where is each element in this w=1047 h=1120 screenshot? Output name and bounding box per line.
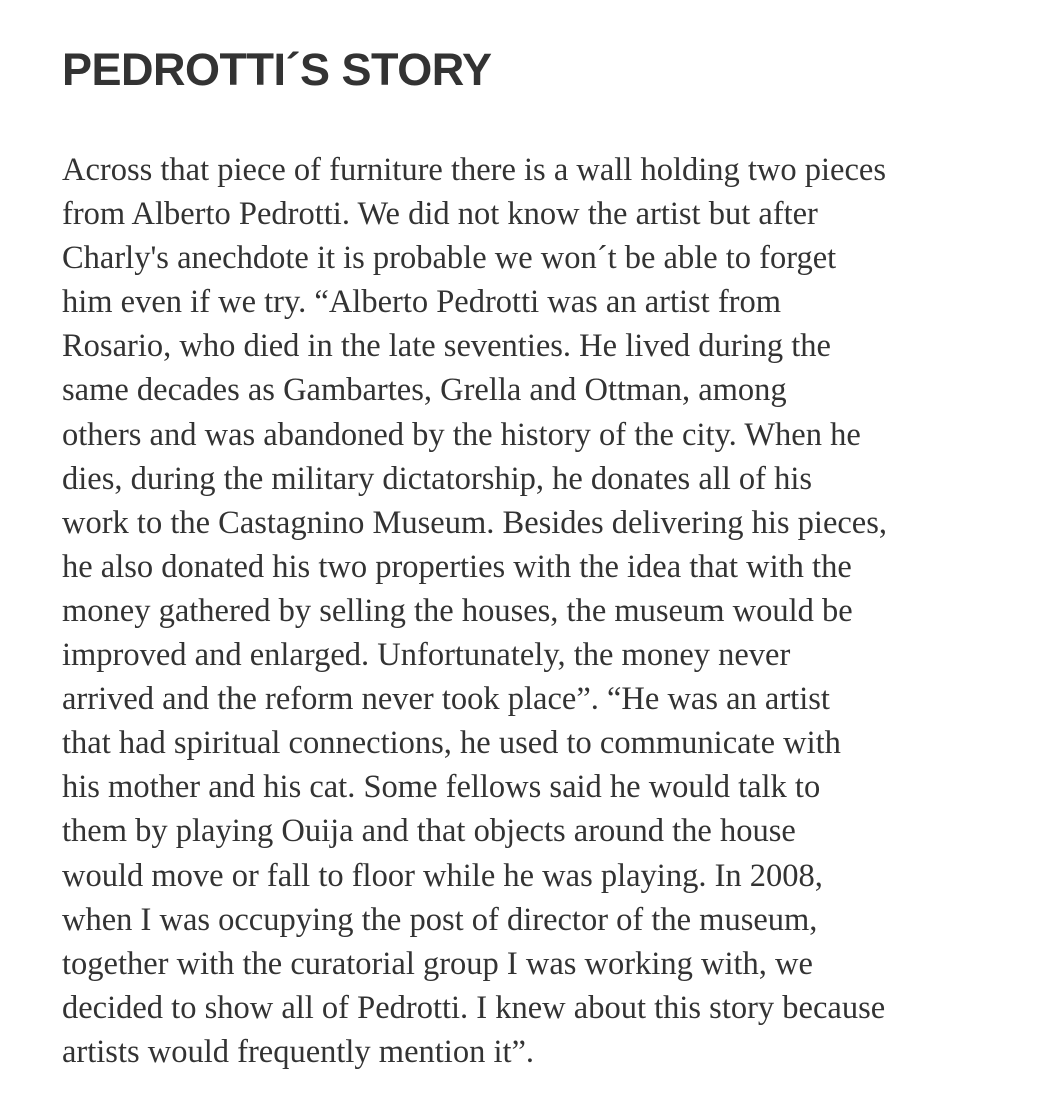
paragraph-line: him even if we try. “Alberto Pedrotti was an artist from (62, 284, 782, 321)
paragraph-line: Across that piece of furniture there is a wall holding two pieces (62, 152, 886, 188)
paragraph-line: same decades as Gambartes, Grella and Ottman, among (62, 372, 787, 409)
paragraph-line: his mother and his cat. Some fellows said he would talk to (62, 769, 821, 806)
paragraph-line: others and was abandoned by the history of the city. When he (62, 416, 861, 453)
story-page (62, 40, 1002, 1074)
paragraph-line: improved and enlarged. Unfortunately, the money never (62, 637, 791, 674)
paragraph-line: Rosario, who died in the late seventies. He lived during the (62, 328, 831, 365)
paragraph-line: artists would frequently mention it”. (62, 1033, 535, 1070)
paragraph-line: he also donated his two properties with the idea that with the (62, 548, 852, 585)
paragraph-line: dies, during the military dictatorship, he donates all of his (62, 460, 813, 497)
paragraph-line: decided to show all of Pedrotti. I knew about this story because (62, 989, 886, 1026)
paragraph-line: when I was occupying the post of director of the museum, (62, 901, 818, 938)
story-paragraph (62, 148, 1002, 1074)
paragraph-line: arrived and the reform never took place”. “He was an artist (62, 681, 830, 718)
paragraph-line: together with the curatorial group I was working with, we (62, 945, 813, 982)
paragraph-line: that had spiritual connections, he used to communicate with (62, 725, 841, 762)
paragraph-line: work to the Castagnino Museum. Besides delivering his pieces, (62, 504, 888, 541)
paragraph-line: from Alberto Pedrotti. We did not know the artist but after (62, 196, 818, 233)
paragraph-line: would move or fall to floor while he was playing. In 2008, (62, 857, 823, 894)
paragraph-line: Charly's anechdote it is probable we won´t be able to forget (62, 240, 837, 277)
paragraph-line: money gathered by selling the houses, the museum would be (62, 592, 853, 629)
paragraph-line: them by playing Ouija and that objects around the house (62, 813, 796, 850)
page-title: PEDROTTI´S STORY (62, 44, 492, 95)
